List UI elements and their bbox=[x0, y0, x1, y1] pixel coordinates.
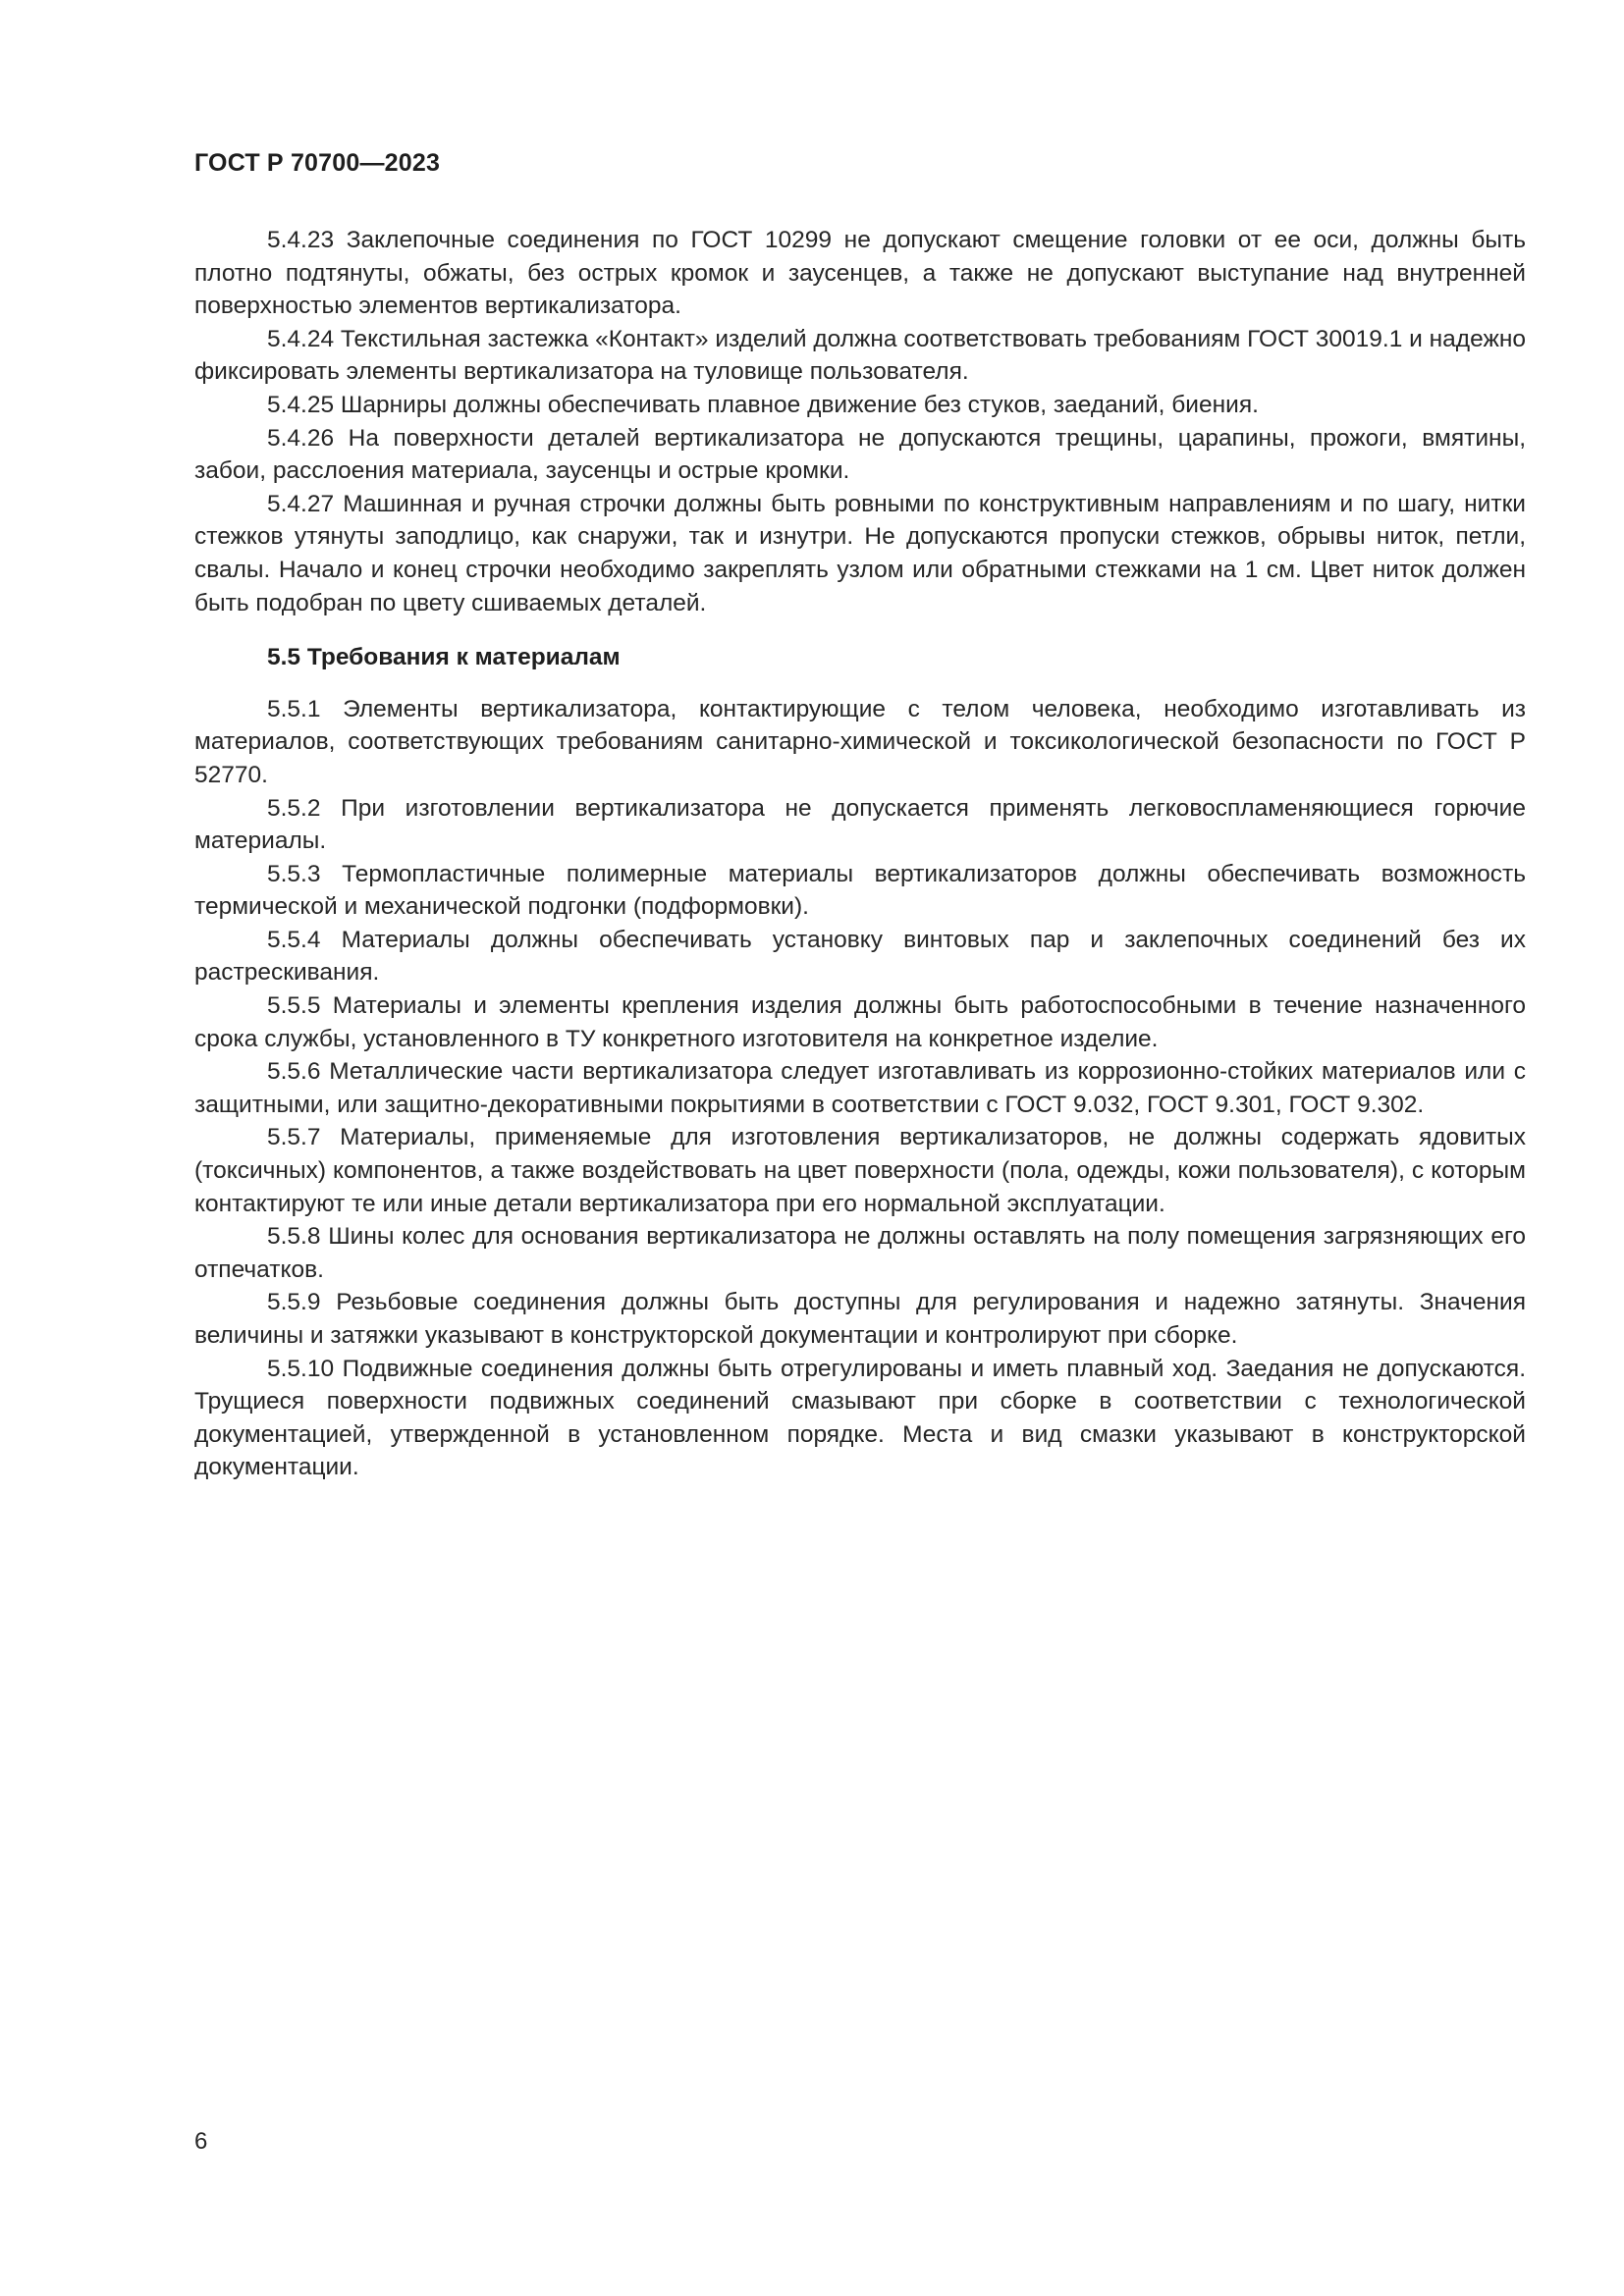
section-heading: 5.5 Требования к материалам bbox=[267, 644, 621, 671]
document-body bbox=[194, 224, 1526, 1484]
paragraph-5-4-27: 5.4.27 Машинная и ручная строчки должны быть ровными по конструктивным направлениям и по шагу, нитки стежков утянуты заподлицо, как снаружи, так и изнутри. Не допускаются пропуски стежков, обрывы ниток, петли, свалы. Начало и конец строчки необходимо закреплять узлом или обратными стежками на 1 см. Цвет ниток должен быть подобран по цвету сшиваемых деталей. bbox=[194, 490, 1526, 616]
standard-designation: ГОСТ Р 70700—2023 bbox=[194, 149, 441, 177]
paragraph-5-5-3: 5.5.3 Термопластичные полимерные материалы вертикализаторов должны обеспечивать возможность термической и механической подгонки (подформовки). bbox=[194, 860, 1526, 921]
paragraph-5-5-10: 5.5.10 Подвижные соединения должны быть отрегулированы и иметь плавный ход. Заедания не допускаются. Трущиеся поверхности подвижных соединений смазывают при сборке в соответствии с технологической документацией, утвержденной в установленном порядке. Места и вид смазки указывают в конструкторской документации. bbox=[194, 1355, 1526, 1481]
paragraph-5-5-5: 5.5.5 Материалы и элементы крепления изделия должны быть работоспособными в течение назначенного срока службы, установленного в ТУ конкретного изготовителя на конкретное изделие. bbox=[194, 992, 1526, 1052]
paragraph-5-4-25: 5.4.25 Шарниры должны обеспечивать плавное движение без стуков, заеданий, биения. bbox=[267, 391, 1259, 418]
paragraph-5-4-23: 5.4.23 Заклепочные соединения по ГОСТ 10299 не допускают смещение головки от ее оси, должны быть плотно подтянуты, обжаты, без острых кромок и заусенцев, а также не допускают выступание над внутренней поверхностью элементов вертикализатора. bbox=[194, 227, 1526, 320]
paragraph-5-5-4: 5.5.4 Материалы должны обеспечивать установку винтовых пар и заклепочных соединений без их растрескивания. bbox=[194, 926, 1526, 987]
paragraph-5-5-2: 5.5.2 При изготовлении вертикализатора не допускается применять легковоспламеняющиеся горючие материалы. bbox=[194, 794, 1526, 855]
paragraph-5-5-1: 5.5.1 Элементы вертикализатора, контактирующие с телом человека, необходимо изготавливать из материалов, соответствующих требованиям санитарно-химической и токсикологической безопасности по ГОСТ Р 52770. bbox=[194, 695, 1526, 788]
paragraph-5-4-26: 5.4.26 На поверхности деталей вертикализатора не допускаются трещины, царапины, прожоги, вмятины, забои, расслоения материала, заусенцы и острые кромки. bbox=[194, 424, 1526, 485]
paragraph-5-5-9: 5.5.9 Резьбовые соединения должны быть доступны для регулирования и надежно затянуты. Значения величины и затяжки указывают в конструкторской документации и контролируют при сборке. bbox=[194, 1289, 1526, 1349]
paragraph-5-4-24: 5.4.24 Текстильная застежка «Контакт» изделий должна соответствовать требованиям ГОСТ 30019.1 и надежно фиксировать элементы вертикализатора на туловище пользователя. bbox=[194, 325, 1526, 386]
paragraph-5-5-6: 5.5.6 Металлические части вертикализатора следует изготавливать из коррозионно-стойких материалов или с защитными, или защитно-декоративными покрытиями в соответствии с ГОСТ 9.032, ГОСТ 9.301, ГОСТ 9.302. bbox=[194, 1058, 1526, 1118]
paragraph-5-5-8: 5.5.8 Шины колес для основания вертикализатора не должны оставлять на полу помещения загрязняющих его отпечатков. bbox=[194, 1223, 1526, 1283]
page-number: 6 bbox=[194, 2128, 208, 2155]
paragraph-5-5-7: 5.5.7 Материалы, применяемые для изготовления вертикализаторов, не должны содержать ядовитых (токсичных) компонентов, а также воздействовать на цвет поверхности (пола, одежды, кожи пользователя), с которым контактируют те или иные детали вертикализатора при его нормальной эксплуатации. bbox=[194, 1124, 1526, 1217]
